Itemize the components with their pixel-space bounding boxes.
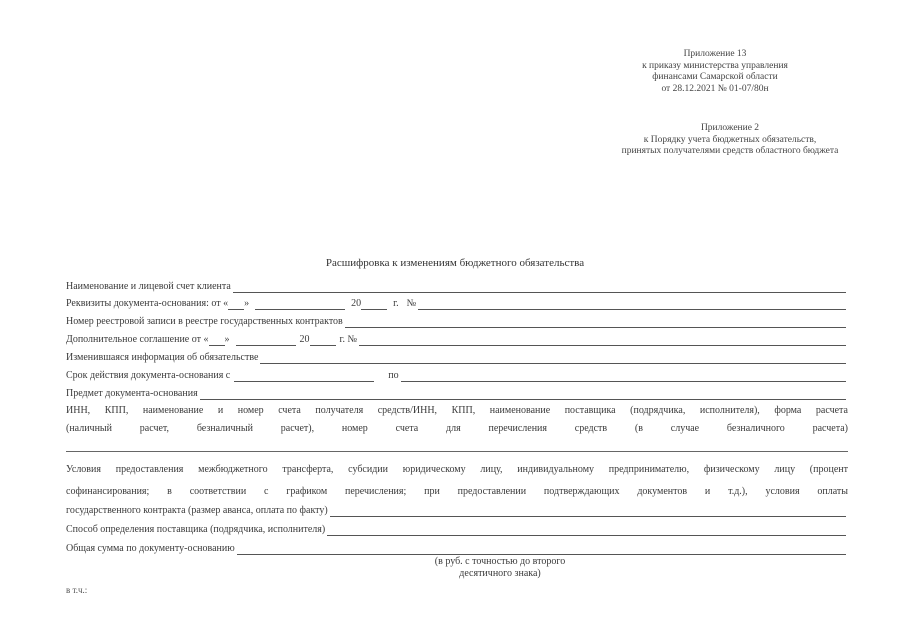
changed-info-label: Изменившаяся информация об обязательстве <box>66 352 259 363</box>
changed-info-field[interactable] <box>260 353 846 364</box>
total-sum-note-line-1: (в руб. с точностью до второго <box>434 556 566 567</box>
validity-label: Срок действия документа-основания с <box>66 370 231 381</box>
annex-13-ministry: финансами Самарской области <box>652 72 778 82</box>
basis-doc-label: Реквизиты документа-основания: от « <box>66 298 229 309</box>
conditions-line-2: софинансирования; в соответствии с графиком перечисления; при предоставлении подтверждающих документов и т.д.), условия оплаты <box>66 486 848 497</box>
addendum-number-field[interactable] <box>359 335 846 346</box>
subject-row <box>66 386 846 400</box>
client-name-label: Наименование и лицевой счет клиента <box>66 281 231 292</box>
total-sum-field[interactable] <box>237 544 846 555</box>
conditions-line-3: государственного контракта (размер аванса, оплата по факту) <box>66 505 328 516</box>
registry-row <box>66 314 846 328</box>
registry-label: Номер реестровой записи в реестре государственных контрактов <box>66 316 343 327</box>
validity-to-label: по <box>388 370 399 381</box>
annex-13-title: Приложение 13 <box>683 49 747 59</box>
inn-field[interactable] <box>66 451 848 452</box>
validity-from-field[interactable] <box>234 371 374 382</box>
total-sum-note <box>390 556 610 580</box>
addendum-year-field[interactable] <box>310 335 336 346</box>
changed-info-row <box>66 350 846 364</box>
basis-doc-year-field[interactable] <box>361 299 387 310</box>
inn-line-1: ИНН, КПП, наименование и номер счета получателя средств/ИНН, КПП, наименование поставщика (подрядчика, исполнителя), форма расчета <box>66 405 848 416</box>
basis-doc-month-field[interactable] <box>255 299 345 310</box>
inn-line-2: (наличный расчет, безналичный расчет), номер счета для перечисления средств (в случае безналичного расчета) <box>66 423 848 434</box>
addendum-label: Дополнительное соглашение от « <box>66 334 209 345</box>
annex-13-order: к приказу министерства управления <box>642 60 788 71</box>
annex-13-date: от 28.12.2021 № 01-07/80н <box>661 83 769 94</box>
client-name-field[interactable] <box>233 282 846 293</box>
addendum-day-field[interactable] <box>209 335 225 346</box>
total-sum-note-line-2: десятичного знака) <box>459 568 541 579</box>
conditions-row <box>66 503 846 517</box>
client-name-row <box>66 279 846 293</box>
annex-2-header <box>580 123 880 158</box>
annex-2-title: Приложение 2 <box>700 123 760 133</box>
total-sum-row <box>66 541 846 555</box>
validity-to-field[interactable] <box>401 371 846 382</box>
document-title: Расшифровка к изменениям бюджетного обязательства <box>325 257 585 269</box>
supplier-method-row <box>66 522 846 536</box>
conditions-field[interactable] <box>330 506 846 517</box>
total-sum-label: Общая сумма по документу-основанию <box>66 543 235 554</box>
basis-doc-row: Реквизиты документа-основания: от « » 20 г. № <box>66 296 846 310</box>
conditions-line-1: Условия предоставления межбюджетного трансферта, субсидии юридическому лицу, индивидуальному предпринимателю, физическому лицу (процент <box>66 464 848 475</box>
addendum-month-field[interactable] <box>236 335 296 346</box>
supplier-method-label: Способ определения поставщика (подрядчика, исполнителя) <box>66 524 326 535</box>
registry-field[interactable] <box>345 317 846 328</box>
subject-label: Предмет документа-основания <box>66 388 198 399</box>
including-label: в т.ч.: <box>66 585 88 595</box>
annex-13-header <box>600 49 830 95</box>
annex-2-recipients: принятых получателями средств областного бюджета <box>621 146 839 156</box>
validity-row <box>66 368 846 382</box>
supplier-method-field[interactable] <box>327 525 846 536</box>
annex-2-procedure: к Порядку учета бюджетных обязательств, <box>643 134 817 145</box>
basis-doc-day-field[interactable] <box>228 299 244 310</box>
basis-doc-number-field[interactable] <box>418 299 846 310</box>
addendum-row: Дополнительное соглашение от « » 20 г. № <box>66 332 846 346</box>
subject-field[interactable] <box>200 389 846 400</box>
